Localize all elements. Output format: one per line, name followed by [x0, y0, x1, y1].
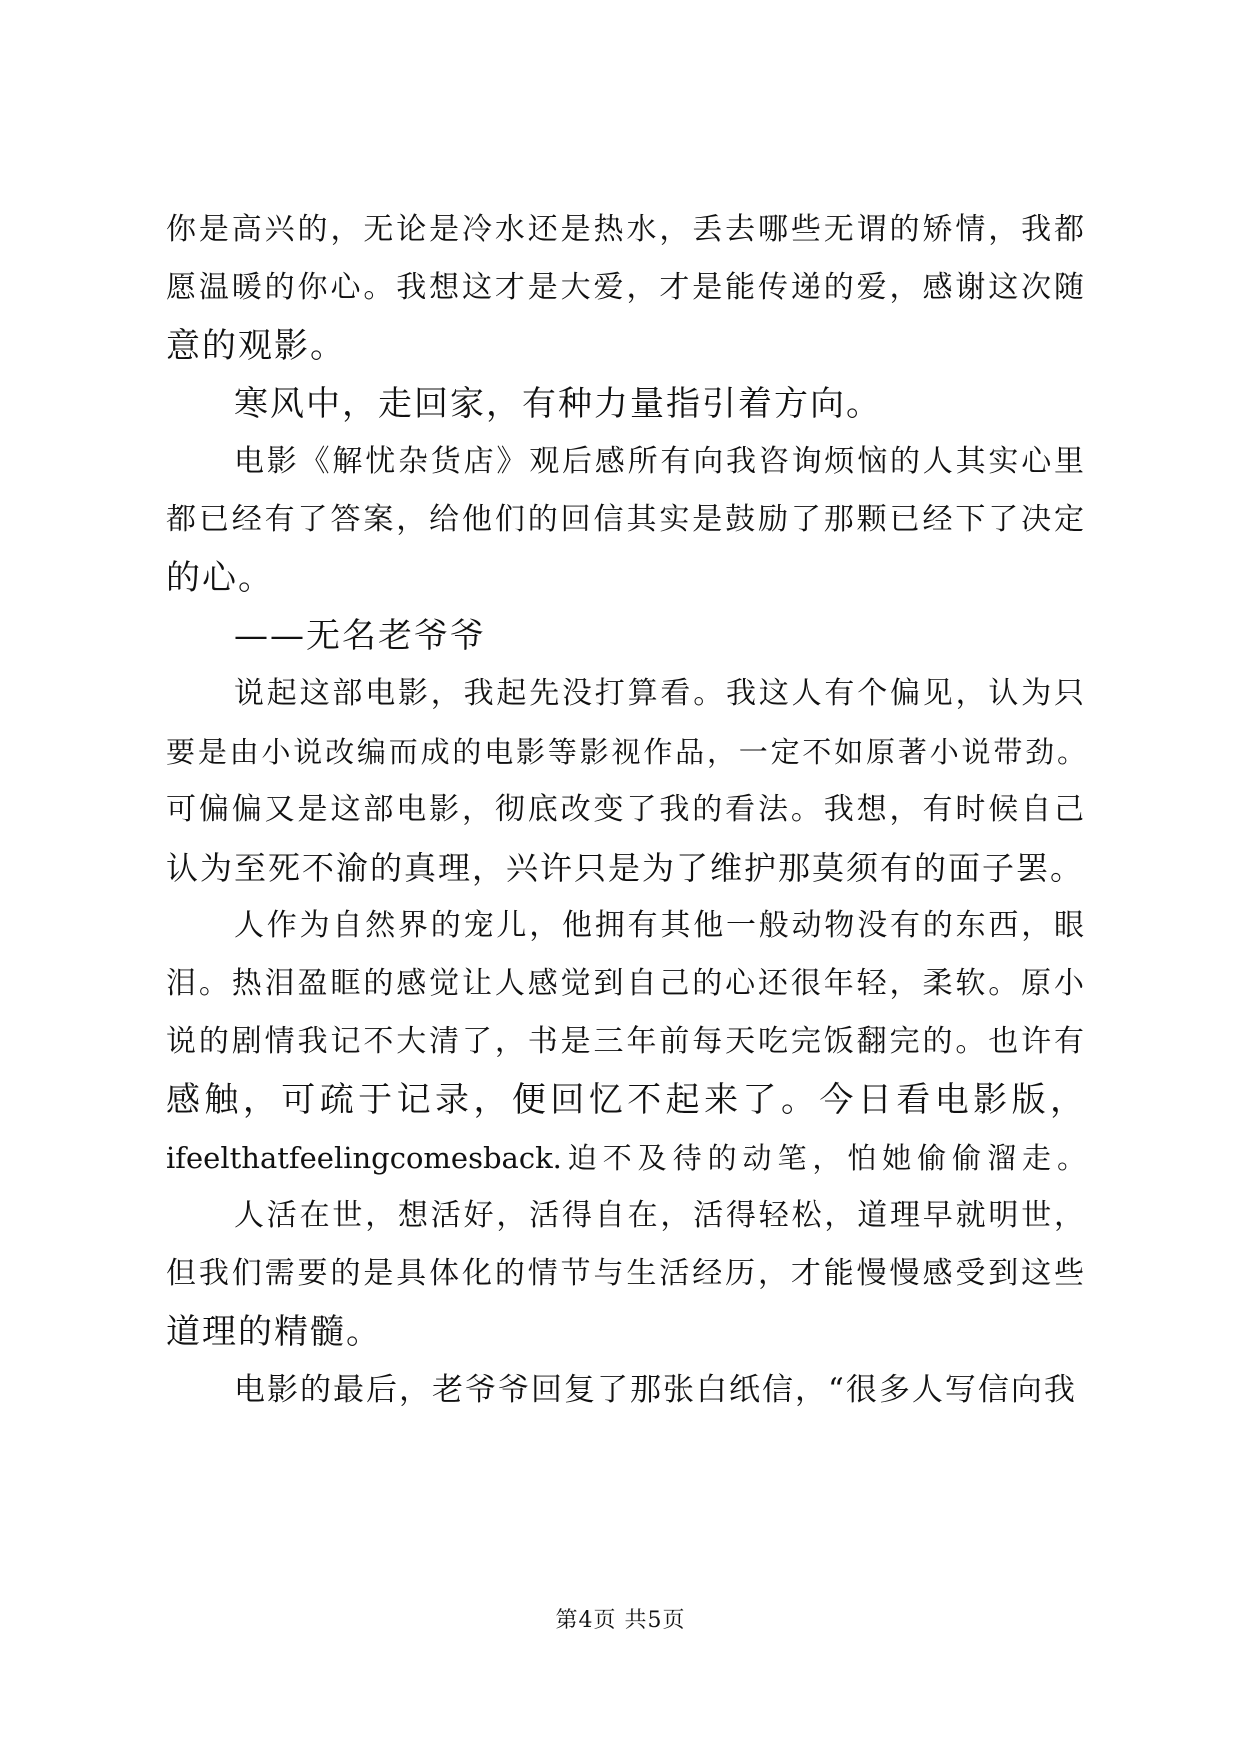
text-line: 人作为自然界的宠儿，他拥有其他一般动物没有的东西，眼 — [234, 908, 1086, 943]
text-line: 电影的最后，老爷爷回复了那张白纸信，“很多人写信向我 — [234, 1372, 1077, 1408]
quote-attribution: ——无名老爷爷 — [234, 616, 486, 656]
text-line: 要是由小说改编而成的电影等影视作品，一定不如原著小说带劲。 — [166, 735, 1086, 769]
text-line: 你是高兴的，无论是冷水还是热水，丢去哪些无谓的矫情，我都 — [166, 212, 1086, 247]
text-line: 都已经有了答案，给他们的回信其实是鼓励了那颗已经下了决定 — [166, 502, 1086, 537]
text-line: 说起这部电影，我起先没打算看。我这人有个偏见，认为只 — [234, 676, 1086, 711]
text-line: 愿温暖的你心。我想这才是大爱，才是能传递的爱，感谢这次随 — [166, 270, 1086, 305]
text-line: ifeelthatfeelingcomesback.迫不及待的动笔，怕她偷偷溜走。 — [166, 1141, 1086, 1175]
text-line: 寒风中，走回家，有种力量指引着方向。 — [234, 384, 882, 424]
text-line: 电影《解忧杂货店》观后感所有向我咨询烦恼的人其实心里 — [234, 444, 1086, 479]
text-line: 但我们需要的是具体化的情节与生活经历，才能慢慢感受到这些 — [166, 1256, 1086, 1291]
text-line: 意的观影。 — [166, 326, 346, 366]
text-line: 可偏偏又是这部电影，彻底改变了我的看法。我想，有时候自己 — [166, 792, 1086, 827]
text-line: 说的剧情我记不大清了，书是三年前每天吃完饭翻完的。也许有 — [166, 1024, 1086, 1059]
text-line: 道理的精髓。 — [166, 1312, 382, 1352]
text-line: 泪。热泪盈眶的感觉让人感觉到自己的心还很年轻，柔软。原小 — [166, 966, 1086, 1001]
page-number-footer: 第4页 共5页 — [555, 1608, 686, 1633]
text-line: 人活在世，想活好，活得自在，活得轻松，道理早就明世， — [234, 1198, 1086, 1233]
text-line: 认为至死不渝的真理，兴许只是为了维护那莫须有的面子罢。 — [166, 849, 1085, 887]
text-line: 的心。 — [166, 558, 274, 598]
text-line: 感触，可疏于记录，便回忆不起来了。今日看电影版， — [166, 1080, 1086, 1120]
